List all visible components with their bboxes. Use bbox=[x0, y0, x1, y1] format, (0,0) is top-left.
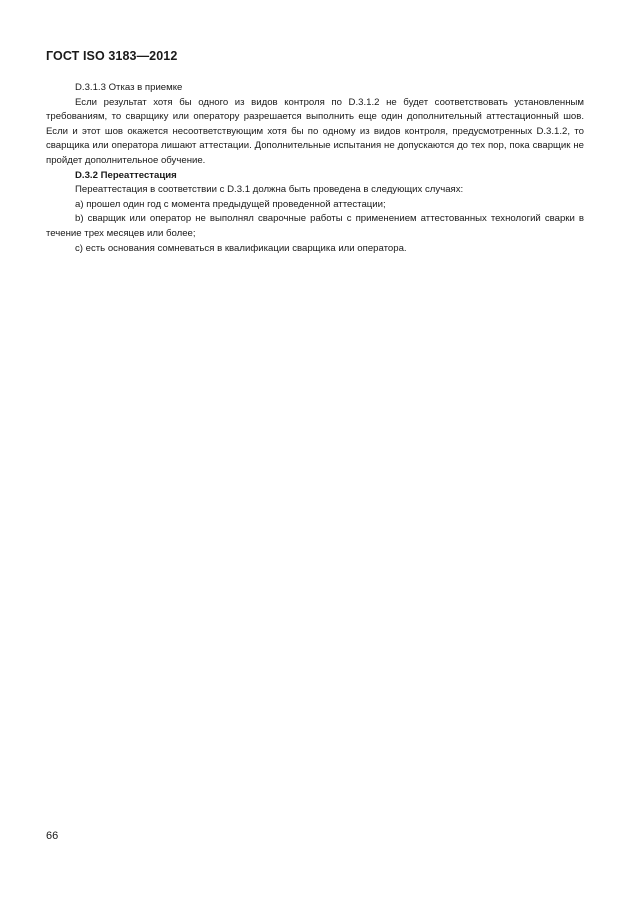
rejection-paragraph: Если результат хотя бы одного из видов контроля по D.3.1.2 не будет соответствовать установленным требованиям, то сварщику или оператору разрешается выполнить еще один дополнительный аттестационный шов. Если и этот шов окажется несоответствующим хотя бы по одному из видов контроля, предусмотренных D.3.1.2, то сварщика или оператора лишают аттестации. Дополнительные испытания не допускаются до тех пор, пока сварщик не пройдет дополнительное обучение. bbox=[46, 96, 584, 166]
section-heading: D.3.2 Переаттестация bbox=[75, 169, 177, 181]
reattestation-intro: Переаттестация в соответствии с D.3.1 должна быть проведена в следующих случаях: bbox=[75, 184, 464, 196]
list-item-a: a) прошел один год с момента предыдущей проведенной аттестации; bbox=[75, 198, 386, 210]
document-body bbox=[46, 81, 584, 256]
document-header-title: ГОСТ ISO 3183—2012 bbox=[46, 49, 178, 63]
subsection-title: D.3.1.3 Отказ в приемке bbox=[75, 82, 183, 93]
page-number: 66 bbox=[46, 830, 59, 842]
list-item-b: b) сварщик или оператор не выполнял сварочные работы с применением аттестованных технологий сварки в течение трех месяцев или более; bbox=[46, 213, 584, 239]
list-item-c: c) есть основания сомневаться в квалификации сварщика или оператора. bbox=[75, 242, 407, 254]
